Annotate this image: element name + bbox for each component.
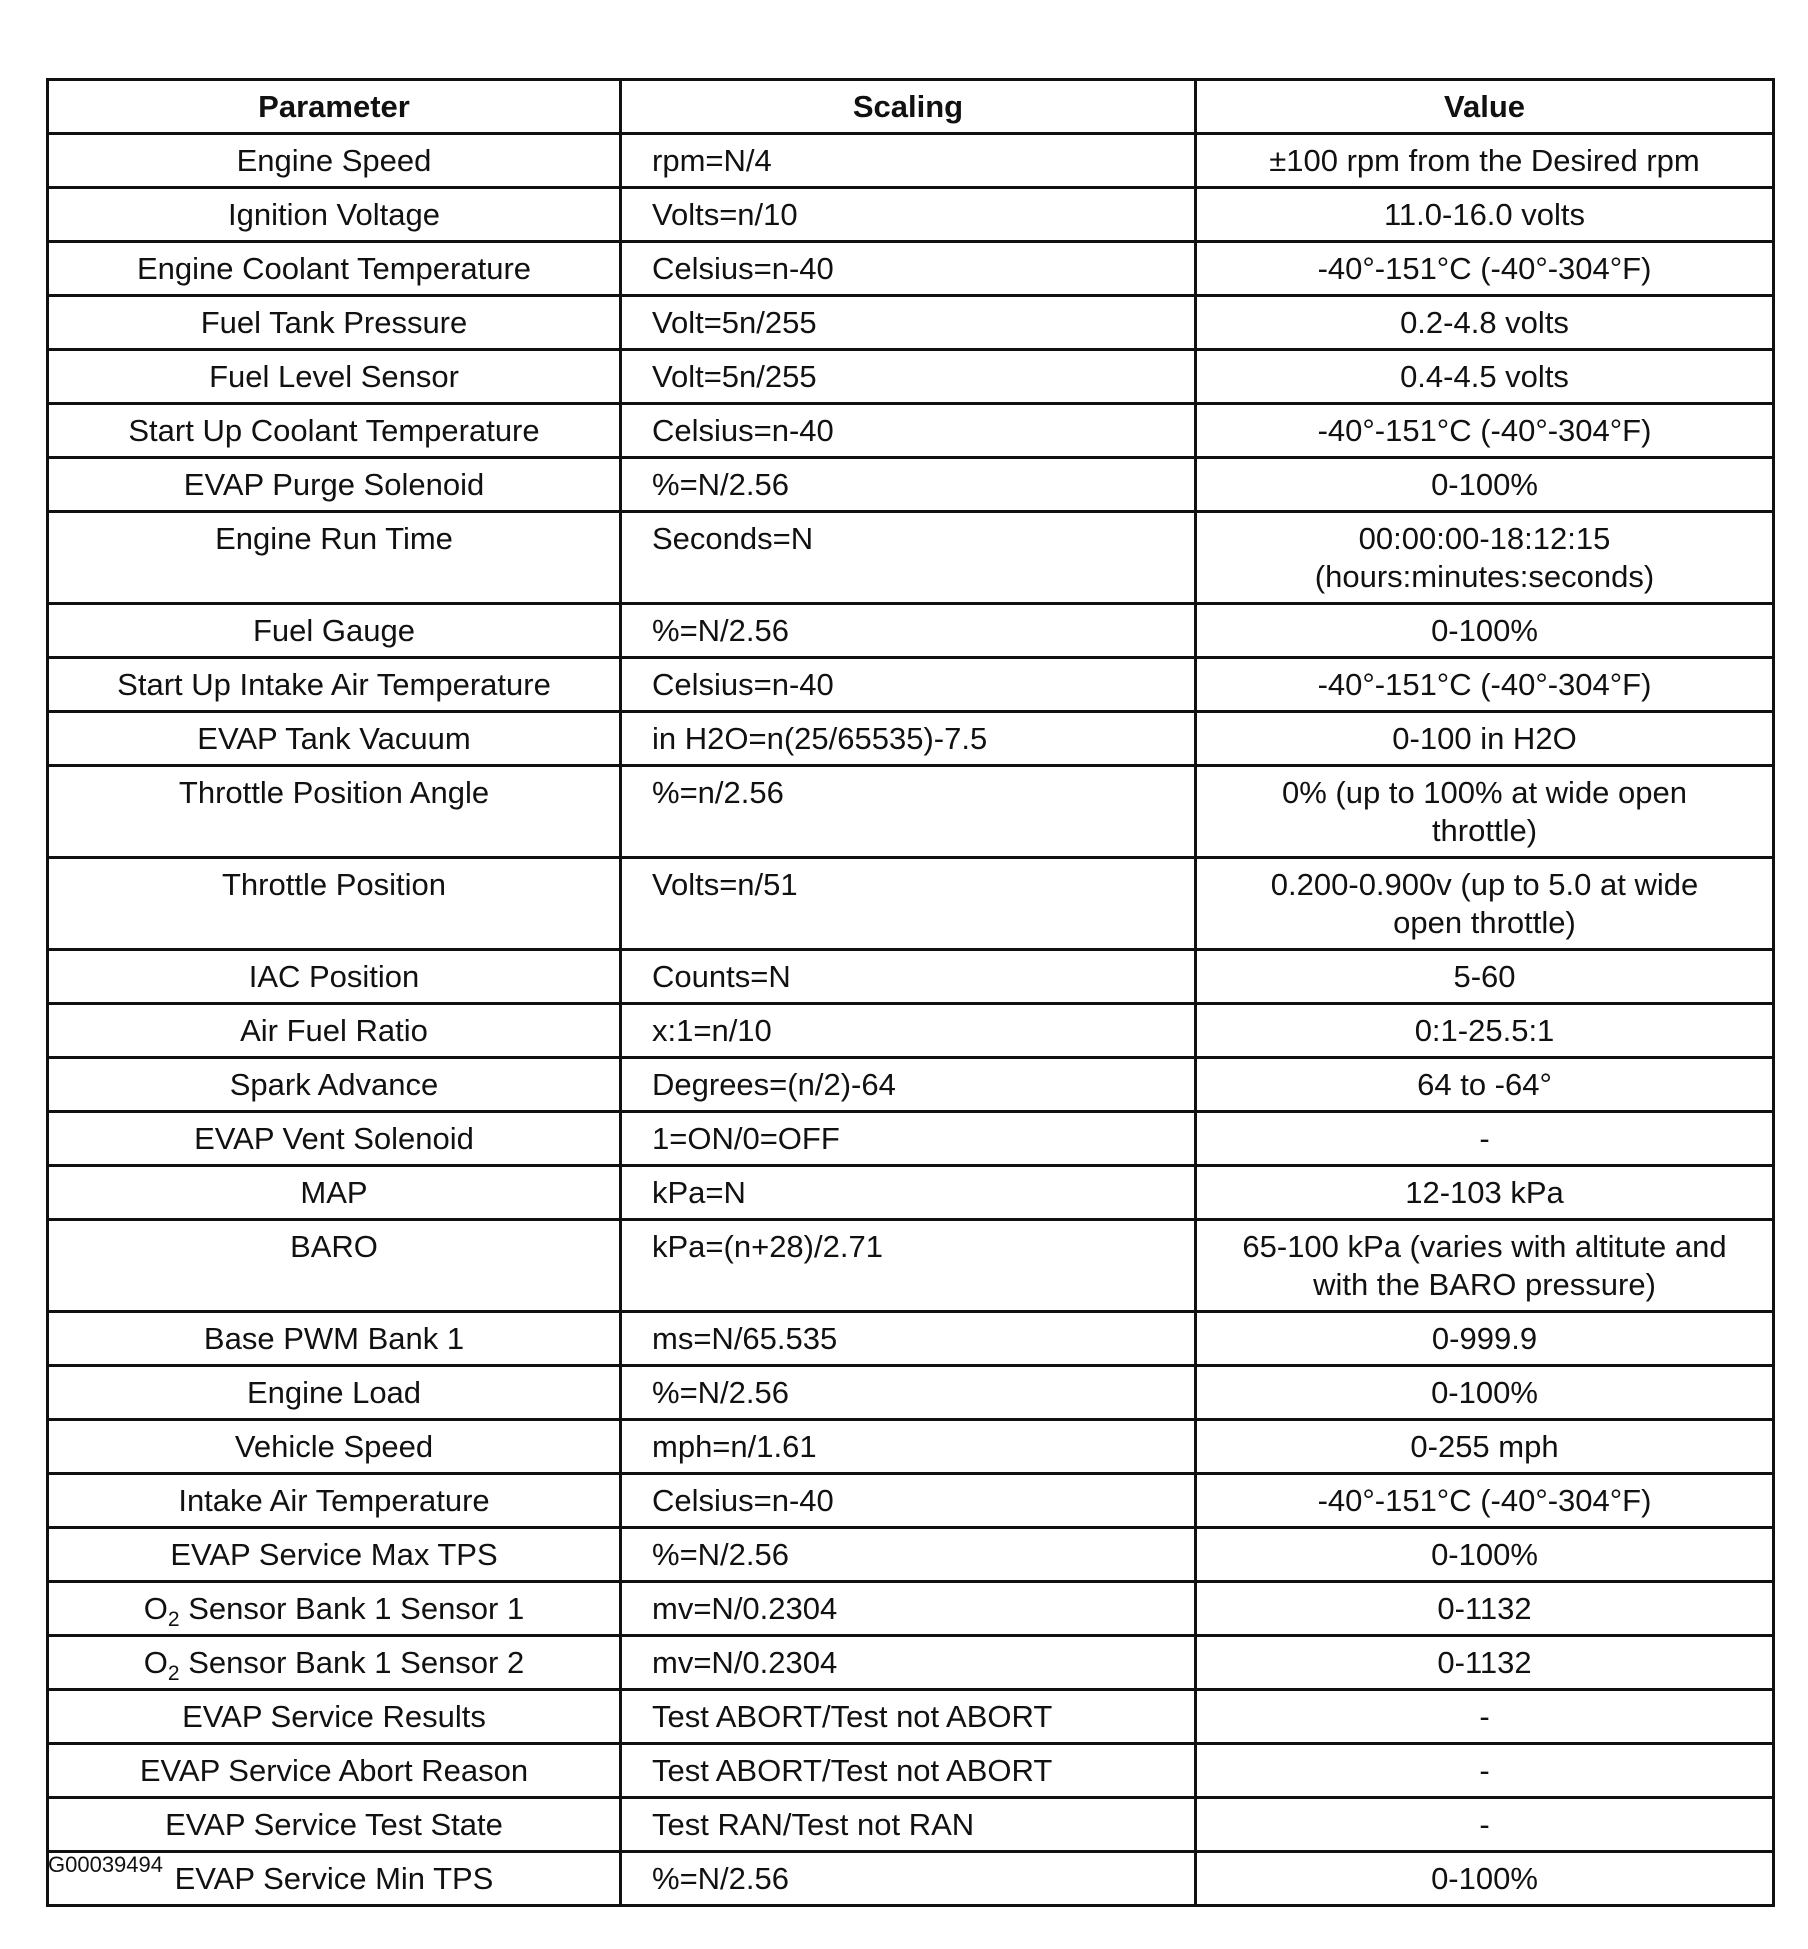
value-cell: 64 to -64° [1196,1058,1774,1112]
header-parameter: Parameter [48,80,621,134]
scaling-cell: %=n/2.56 [621,766,1196,858]
parameter-cell: EVAP Service Min TPS [48,1852,621,1906]
scaling-cell: Test RAN/Test not RAN [621,1798,1196,1852]
value-cell: 0:1-25.5:1 [1196,1004,1774,1058]
value-cell: - [1196,1112,1774,1166]
table-row [48,458,1774,512]
table-row [48,950,1774,1004]
scaling-cell: Volt=5n/255 [621,350,1196,404]
value-cell: 0-1132 [1196,1582,1774,1636]
parameter-cell: MAP [48,1166,621,1220]
value-cell: 12-103 kPa [1196,1166,1774,1220]
value-cell: 0-255 mph [1196,1420,1774,1474]
table-row [48,350,1774,404]
parameter-cell: EVAP Service Abort Reason [48,1744,621,1798]
scaling-cell: %=N/2.56 [621,604,1196,658]
parameter-cell: Start Up Coolant Temperature [48,404,621,458]
scaling-cell: Degrees=(n/2)-64 [621,1058,1196,1112]
scaling-cell: %=N/2.56 [621,1528,1196,1582]
parameter-cell: Vehicle Speed [48,1420,621,1474]
value-cell: ±100 rpm from the Desired rpm [1196,134,1774,188]
scaling-cell: %=N/2.56 [621,1366,1196,1420]
table-row [48,712,1774,766]
table-row [48,1366,1774,1420]
parameter-cell: Air Fuel Ratio [48,1004,621,1058]
scaling-cell: Celsius=n-40 [621,404,1196,458]
scaling-cell: Seconds=N [621,512,1196,604]
table-row [48,1528,1774,1582]
table-row [48,1852,1774,1906]
parameter-cell: BARO [48,1220,621,1312]
value-cell: -40°-151°C (-40°-304°F) [1196,242,1774,296]
scaling-cell: in H2O=n(25/65535)-7.5 [621,712,1196,766]
parameter-cell: Engine Speed [48,134,621,188]
value-cell: 0.200-0.900v (up to 5.0 at wide open throttle) [1196,858,1774,950]
table-row [48,658,1774,712]
table-row [48,1744,1774,1798]
table-row [48,1636,1774,1690]
value-cell: 0-100% [1196,604,1774,658]
parameter-cell: EVAP Service Test State [48,1798,621,1852]
scan-data-table [46,78,1775,1907]
table-row [48,1058,1774,1112]
value-cell: 0-999.9 [1196,1312,1774,1366]
table-row [48,858,1774,950]
value-cell: 11.0-16.0 volts [1196,188,1774,242]
parameter-cell: Intake Air Temperature [48,1474,621,1528]
table-row [48,1420,1774,1474]
parameter-cell: Throttle Position [48,858,621,950]
value-cell: 0-100% [1196,458,1774,512]
scaling-cell: rpm=N/4 [621,134,1196,188]
parameter-cell: EVAP Service Results [48,1690,621,1744]
value-cell: - [1196,1798,1774,1852]
table-row [48,1112,1774,1166]
table-row [48,1166,1774,1220]
scaling-cell: Counts=N [621,950,1196,1004]
parameter-cell: $O_2$ Sensor Bank 1 Sensor 1 [48,1582,621,1636]
value-cell: 5-60 [1196,950,1774,1004]
parameter-cell: Spark Advance [48,1058,621,1112]
table-row [48,242,1774,296]
value-cell: - [1196,1744,1774,1798]
table-row [48,512,1774,604]
table-row [48,1004,1774,1058]
scaling-cell: mv=N/0.2304 [621,1582,1196,1636]
parameter-cell: Engine Coolant Temperature [48,242,621,296]
scaling-cell: mph=n/1.61 [621,1420,1196,1474]
parameter-cell: Throttle Position Angle [48,766,621,858]
parameter-cell: Engine Load [48,1366,621,1420]
scaling-cell: Test ABORT/Test not ABORT [621,1690,1196,1744]
scaling-cell: kPa=N [621,1166,1196,1220]
table-header-row [48,80,1774,134]
value-cell: 0-100 in H2O [1196,712,1774,766]
table-body [48,134,1774,1906]
scaling-cell: %=N/2.56 [621,458,1196,512]
parameter-cell: IAC Position [48,950,621,1004]
scaling-cell: x:1=n/10 [621,1004,1196,1058]
value-cell: 0.4-4.5 volts [1196,350,1774,404]
value-cell: -40°-151°C (-40°-304°F) [1196,404,1774,458]
value-cell: 0-100% [1196,1528,1774,1582]
value-cell: - [1196,1690,1774,1744]
parameter-cell: Fuel Level Sensor [48,350,621,404]
scaling-cell: kPa=(n+28)/2.71 [621,1220,1196,1312]
parameter-cell: EVAP Purge Solenoid [48,458,621,512]
value-cell: 0.2-4.8 volts [1196,296,1774,350]
scaling-cell: ms=N/65.535 [621,1312,1196,1366]
value-cell: 00:00:00-18:12:15 (hours:minutes:seconds) [1196,512,1774,604]
parameter-cell: Fuel Gauge [48,604,621,658]
table-row [48,404,1774,458]
header-value: Value [1196,80,1774,134]
scaling-cell: Celsius=n-40 [621,658,1196,712]
value-cell: 0% (up to 100% at wide open throttle) [1196,766,1774,858]
table-row [48,604,1774,658]
scan-data-table-container [46,78,1772,1907]
parameter-cell: Engine Run Time [48,512,621,604]
scaling-cell: Volts=n/51 [621,858,1196,950]
scaling-cell: mv=N/0.2304 [621,1636,1196,1690]
table-row [48,188,1774,242]
parameter-cell: Base PWM Bank 1 [48,1312,621,1366]
header-scaling: Scaling [621,80,1196,134]
table-row [48,1690,1774,1744]
table-row [48,296,1774,350]
value-cell: 65-100 kPa (varies with altitute and with the BARO pressure) [1196,1220,1774,1312]
table-row [48,1798,1774,1852]
scaling-cell: Celsius=n-40 [621,242,1196,296]
parameter-cell: EVAP Vent Solenoid [48,1112,621,1166]
table-row [48,1312,1774,1366]
parameter-cell: EVAP Tank Vacuum [48,712,621,766]
scaling-cell: Celsius=n-40 [621,1474,1196,1528]
table-row [48,134,1774,188]
figure-id: G00039494 [48,1852,163,1877]
scaling-cell: Volt=5n/255 [621,296,1196,350]
scaling-cell: Volts=n/10 [621,188,1196,242]
value-cell: 0-1132 [1196,1636,1774,1690]
value-cell: -40°-151°C (-40°-304°F) [1196,1474,1774,1528]
parameter-cell: Ignition Voltage [48,188,621,242]
parameter-cell: EVAP Service Max TPS [48,1528,621,1582]
table-row [48,1582,1774,1636]
table-row [48,766,1774,858]
scaling-cell: Test ABORT/Test not ABORT [621,1744,1196,1798]
parameter-cell: Fuel Tank Pressure [48,296,621,350]
value-cell: 0-100% [1196,1366,1774,1420]
value-cell: -40°-151°C (-40°-304°F) [1196,658,1774,712]
parameter-cell: $O_2$ Sensor Bank 1 Sensor 2 [48,1636,621,1690]
table-row [48,1474,1774,1528]
value-cell: 0-100% [1196,1852,1774,1906]
scaling-cell: 1=ON/0=OFF [621,1112,1196,1166]
table-row [48,1220,1774,1312]
scaling-cell: %=N/2.56 [621,1852,1196,1906]
parameter-cell: Start Up Intake Air Temperature [48,658,621,712]
